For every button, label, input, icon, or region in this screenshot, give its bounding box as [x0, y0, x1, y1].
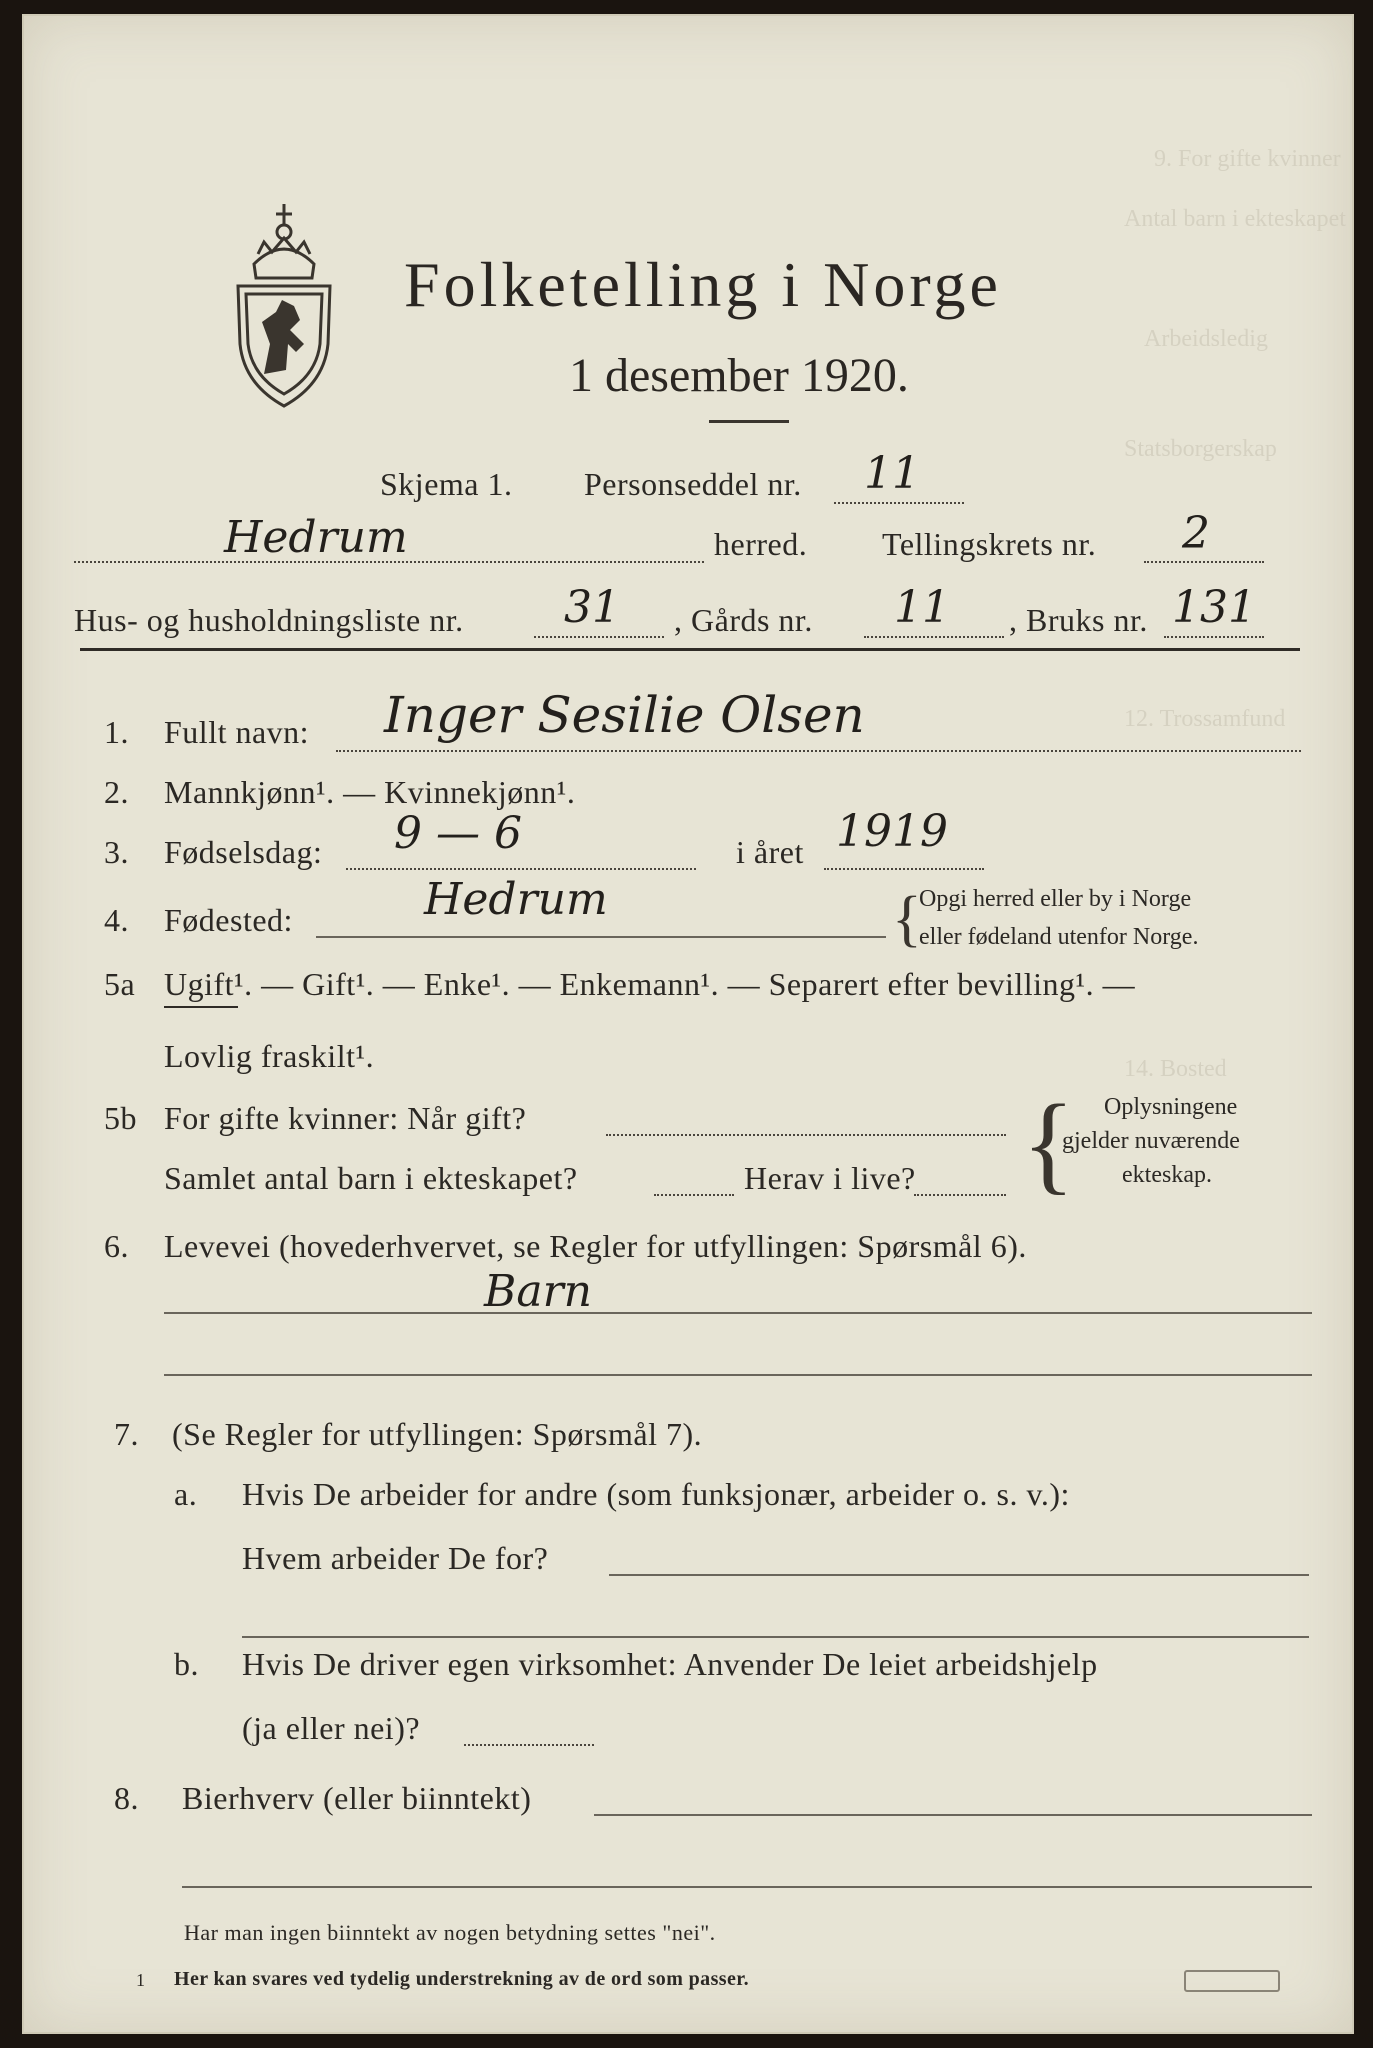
census-form-page: 9. For gifte kvinner Antal barn i ekteskapet Arbeidsledig Statsborgerskap 12. Trossamfund 14. Bosted Folketelling i Norge 1 desember 1920. Skjema 1. Personseddel nr. 11 Hedrum herred. Tellingskrets nr. 2 Hus- og husholdningsliste nr. 31 , Gårds nr. 11 , Bruks nr. 131 1. Fullt navn: Inger Sesilie Olsen 2. Mannkjønn¹. — Kvinnekjønn¹. 3. Fødselsdag: 9 — 6 i året 1919 4. Fødested: Hedrum { Opgi herred eller by i Norge eller fødeland utenfor Norge. 5a Ugift¹. — Gift¹. — Enke¹. — Enkemann¹. — Separert efter bevilling¹. — Lovlig fraskilt¹. 5b For gifte kvinner: Når gift? Samlet antal barn i ekteskapet? Herav i live? { Oplysningene gjelder nuværende ekteskap. 6. Levevei (hovederhvervet, se Regler for utfyllingen: Spørsmål 6). Barn 7. (Se Regler for utfyllingen: Spørsmål 7). a. Hvis De arbeider for andre (som funksjonær, arbeider o. s. v.): Hvem arbeider De for? b. Hvis De driver egen virksomhet: Anvender De leiet arbeidshjelp (ja eller nei)? 8. Bierhverv (eller biinntekt) Har man ingen biinntekt av nogen betydning settes "nei". 1 Her kan svares ved tydelig understrekning av de ord som passer.	[22, 14, 1354, 2034]
hired-help-field-line	[464, 1744, 594, 1746]
bruks-label: , Bruks nr.	[1009, 602, 1148, 638]
hired-help-label: (ja eller nei)?	[242, 1710, 421, 1746]
children-alive-field-line	[914, 1194, 1006, 1196]
occupation-field-line-2	[164, 1374, 1312, 1376]
children-total-label: Samlet antal barn i ekteskapet?	[164, 1160, 578, 1196]
birthday-value[interactable]: 9 — 6	[394, 808, 522, 859]
personseddel-label: Personseddel nr.	[584, 466, 802, 502]
q5b-number: 5b	[104, 1100, 137, 1136]
q1-number: 1.	[104, 714, 129, 750]
q3-number: 3.	[104, 834, 129, 870]
full-name-field-line	[336, 750, 1301, 752]
q7b-number: b.	[174, 1646, 199, 1682]
full-name-value[interactable]: Inger Sesilie Olsen	[384, 686, 865, 744]
q1-label: Fullt navn:	[164, 714, 310, 750]
marital-status-options[interactable]: Ugift¹. — Gift¹. — Enke¹. — Enkemann¹. — Separert efter bevilling¹. —	[164, 966, 1136, 1002]
occupation-label: Levevei (hovederhvervet, se Regler for utfyllingen: Spørsmål 6).	[164, 1228, 1027, 1264]
q7a-line1: Hvis De arbeider for andre (som funksjonær, arbeider o. s. v.):	[242, 1476, 1070, 1512]
husliste-label: Hus- og husholdningsliste nr.	[74, 602, 464, 638]
q8-number: 8.	[114, 1780, 139, 1816]
occupation-value[interactable]: Barn	[484, 1266, 592, 1317]
footnote-marker: 1	[136, 1970, 145, 1990]
year-value[interactable]: 1919	[836, 806, 948, 857]
q2-number: 2.	[104, 774, 129, 810]
q5a-number: 5a	[104, 966, 136, 1002]
q4-number: 4.	[104, 902, 129, 938]
side-income-label: Bierhverv (eller biinntekt)	[182, 1780, 532, 1816]
q7b-line1: Hvis De driver egen virksomhet: Anvender De leiet arbeidshjelp	[242, 1646, 1098, 1682]
married-when-field-line	[606, 1134, 1006, 1136]
employer-field-line-2	[242, 1636, 1309, 1638]
herred-label: herred.	[714, 526, 808, 562]
personseddel-value[interactable]: 11	[864, 448, 920, 499]
children-alive-label: Herav i live?	[744, 1160, 916, 1196]
year-field-line	[824, 868, 984, 870]
header-rule	[80, 648, 1300, 651]
marriage-note-brace: {	[1022, 1082, 1075, 1204]
employer-field-line-1	[609, 1574, 1309, 1576]
marriage-note-3: ekteskap.	[1122, 1162, 1212, 1188]
footnote-text: Her kan svares ved tydelig understrekning av de ord som passer.	[174, 1968, 750, 1990]
birthday-field-line	[346, 868, 696, 870]
q7a-number: a.	[174, 1476, 198, 1512]
gards-field-line	[864, 636, 1004, 638]
employer-label: Hvem arbeider De for?	[242, 1540, 549, 1576]
ugift-underline	[164, 1006, 238, 1008]
gards-label: , Gårds nr.	[674, 602, 813, 638]
birthplace-note-2: eller fødeland utenfor Norge.	[919, 924, 1199, 950]
gards-value[interactable]: 11	[894, 582, 950, 633]
personseddel-field-line	[834, 502, 964, 504]
form-title: Folketelling i Norge	[404, 249, 1002, 320]
side-income-field-line-2	[182, 1886, 1312, 1888]
tellingskrets-label: Tellingskrets nr.	[882, 526, 1097, 562]
birthplace-note-1: Opgi herred eller by i Norge	[919, 886, 1192, 912]
occupation-field-line-1	[164, 1312, 1312, 1314]
q3-label: Fødselsdag:	[164, 834, 323, 870]
norway-coat-of-arms-emblem	[224, 194, 344, 414]
printer-stamp	[1184, 1970, 1280, 1992]
marriage-note-2: gjelder nuværende	[1062, 1128, 1240, 1154]
birthplace-field-line	[316, 936, 886, 938]
q7-label: (Se Regler for utfyllingen: Spørsmål 7).	[172, 1416, 703, 1452]
birthplace-note-brace: {	[892, 885, 922, 953]
form-date: 1 desember 1920.	[569, 349, 909, 402]
husliste-value[interactable]: 31	[564, 582, 620, 633]
tellingskrets-value[interactable]: 2	[1182, 508, 1210, 559]
q4-label: Fødested:	[164, 902, 293, 938]
gender-options[interactable]: Mannkjønn¹. — Kvinnekjønn¹.	[164, 774, 576, 810]
title-divider	[709, 420, 789, 423]
married-when-label: For gifte kvinner: Når gift?	[164, 1100, 527, 1136]
side-income-note: Har man ingen biinntekt av nogen betydning settes "nei".	[184, 1920, 716, 1945]
bruks-value[interactable]: 131	[1172, 582, 1256, 633]
year-label: i året	[736, 834, 804, 870]
side-income-field-line-1	[594, 1814, 1312, 1816]
marital-status-options-cont[interactable]: Lovlig fraskilt¹.	[164, 1038, 375, 1074]
marriage-note-1: Oplysningene	[1104, 1094, 1238, 1120]
birthplace-value[interactable]: Hedrum	[424, 874, 608, 925]
tellingskrets-field-line	[1144, 561, 1264, 563]
q7-number: 7.	[114, 1416, 139, 1452]
husliste-field-line	[534, 636, 664, 638]
children-total-field-line	[654, 1194, 734, 1196]
herred-value[interactable]: Hedrum	[224, 512, 408, 563]
skjema-label: Skjema 1.	[380, 466, 513, 502]
bruks-field-line	[1164, 636, 1264, 638]
q6-number: 6.	[104, 1228, 129, 1264]
